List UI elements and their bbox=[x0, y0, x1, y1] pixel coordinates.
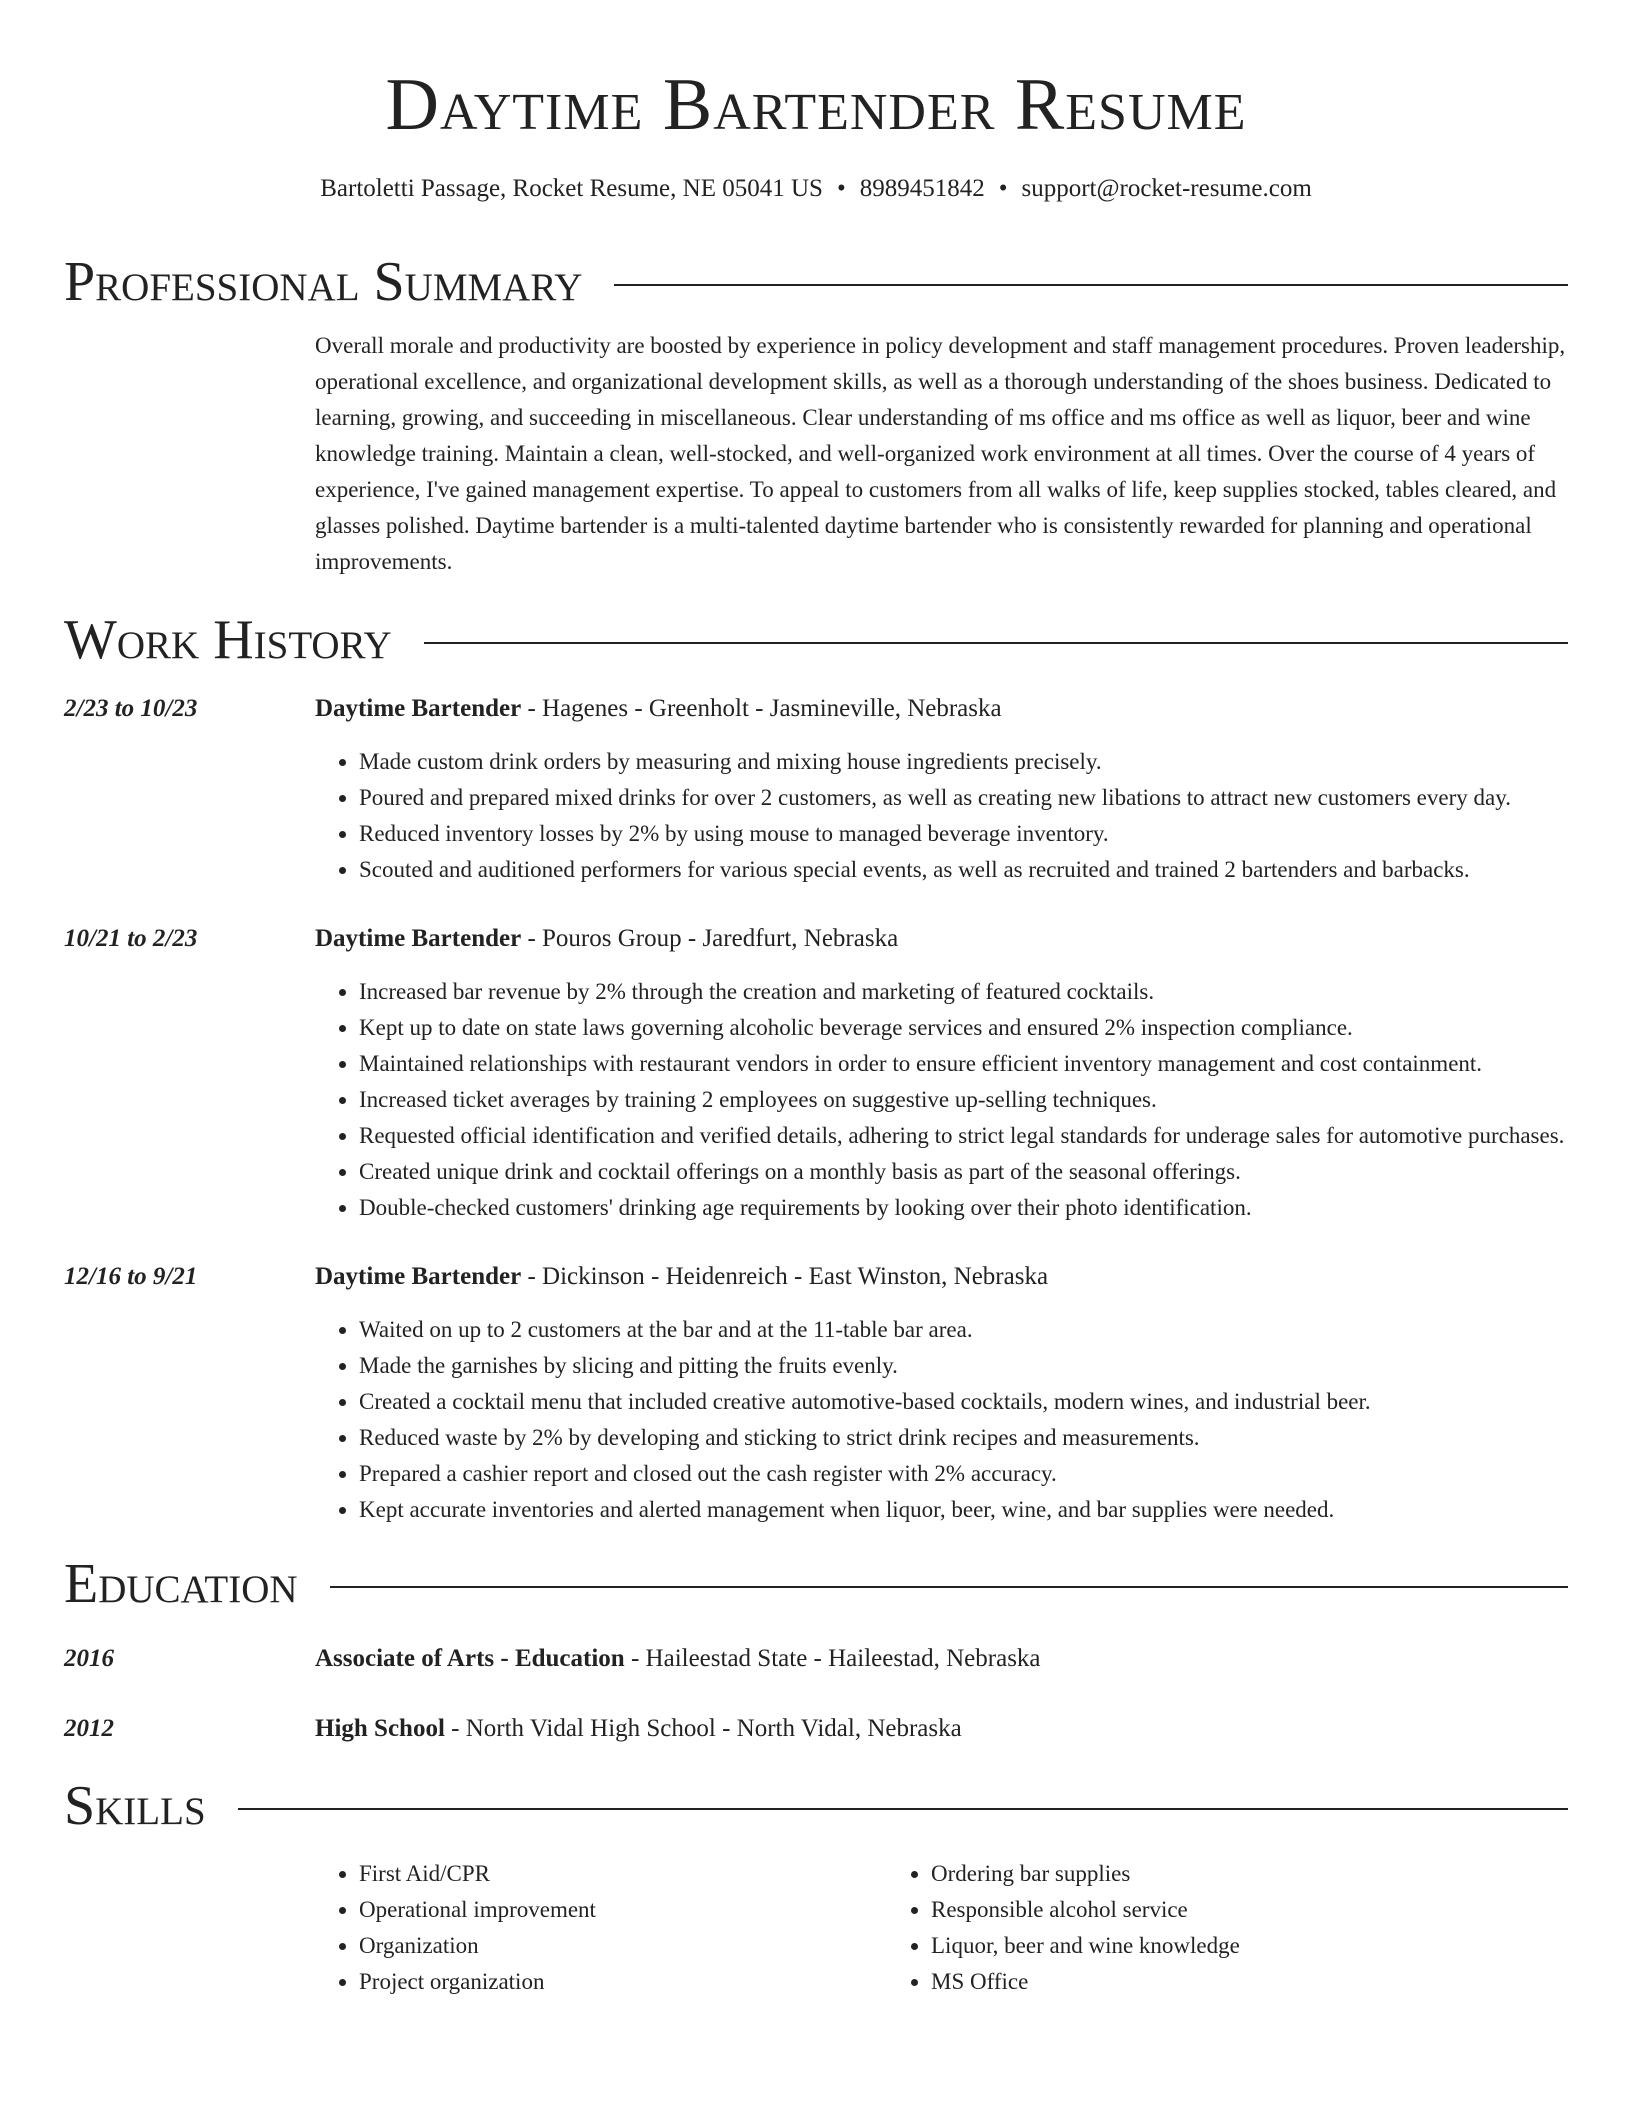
job-bullet: • Poured and prepared mixed drinks for over 2 customers, as well as creating new libations to attract new customers every day. bbox=[359, 780, 1568, 816]
education-line bbox=[315, 1712, 1568, 1746]
work-section-header bbox=[64, 608, 1568, 672]
job-bullet: • Prepared a cashier report and closed out the cash register with 2% accuracy. bbox=[359, 1456, 1568, 1492]
job-bullet: • Increased bar revenue by 2% through the creation and marketing of featured cocktails. bbox=[359, 974, 1568, 1010]
skills-list bbox=[315, 1856, 1568, 2000]
job-title-line bbox=[315, 692, 1568, 726]
job-title: Daytime Bartender bbox=[315, 695, 522, 722]
job-bullet: • Reduced inventory losses by 2% by using mouse to managed beverage inventory. bbox=[359, 816, 1568, 852]
job-bullets bbox=[315, 1312, 1568, 1528]
contact-phone: 8989451842 bbox=[859, 175, 985, 202]
job-bullet: • Kept accurate inventories and alerted management when liquor, beer, wine, and bar supplies were needed. bbox=[359, 1492, 1568, 1528]
work-section-title: Work History bbox=[64, 609, 392, 671]
contact-email: support@rocket-resume.com bbox=[1021, 175, 1312, 202]
job-entry bbox=[64, 1260, 1568, 1528]
job-entry bbox=[64, 692, 1568, 888]
job-dates: 10/21 to 2/23 bbox=[64, 925, 198, 952]
job-bullets bbox=[315, 974, 1568, 1226]
skills-column-left bbox=[315, 1856, 887, 2000]
job-bullet: • Created a cocktail menu that included creative automotive-based cocktails, modern wines, and industrial beer. bbox=[359, 1384, 1568, 1420]
skill-item: • Operational improvement bbox=[359, 1892, 887, 1928]
job-entry bbox=[64, 922, 1568, 1226]
job-title: Daytime Bartender bbox=[315, 925, 522, 952]
job-bullet: • Maintained relationships with restaurant vendors in order to ensure efficient inventory management and cost containment. bbox=[359, 1046, 1568, 1082]
education-year: 2012 bbox=[64, 1715, 114, 1742]
education-section-header bbox=[64, 1552, 1568, 1616]
contact-separator: • bbox=[836, 175, 846, 202]
section-divider bbox=[614, 284, 1568, 286]
job-bullet: • Made custom drink orders by measuring and mixing house ingredients precisely. bbox=[359, 744, 1568, 780]
skill-item: • Organization bbox=[359, 1928, 887, 1964]
education-degree: High School bbox=[315, 1715, 445, 1742]
job-bullet: • Waited on up to 2 customers at the bar and at the 11-table bar area. bbox=[359, 1312, 1568, 1348]
education-section-title: Education bbox=[64, 1553, 298, 1615]
contact-separator: • bbox=[998, 175, 1008, 202]
job-bullet: • Created unique drink and cocktail offerings on a monthly basis as part of the seasonal offerings. bbox=[359, 1154, 1568, 1190]
job-title-line bbox=[315, 1260, 1568, 1294]
job-bullet: • Reduced waste by 2% by developing and sticking to strict drink recipes and measurements. bbox=[359, 1420, 1568, 1456]
section-divider bbox=[238, 1808, 1568, 1810]
job-details: - Hagenes - Greenholt - Jasmineville, Nebraska bbox=[521, 695, 1002, 722]
skill-item: • Project organization bbox=[359, 1964, 887, 2000]
education-entry bbox=[64, 1712, 1568, 1746]
job-bullet: • Increased ticket averages by training 2 employees on suggestive up-selling techniques. bbox=[359, 1082, 1568, 1118]
section-divider bbox=[330, 1586, 1568, 1588]
skill-item: • Ordering bar supplies bbox=[931, 1856, 1459, 1892]
education-degree: Associate of Arts - Education bbox=[315, 1645, 625, 1672]
education-details: - Haileestad State - Haileestad, Nebraska bbox=[624, 1645, 1041, 1672]
skills-column-right bbox=[887, 1856, 1459, 2000]
resume-page bbox=[64, 0, 1568, 2000]
job-bullet: • Kept up to date on state laws governing alcoholic beverage services and ensured 2% inspection compliance. bbox=[359, 1010, 1568, 1046]
education-entry bbox=[64, 1642, 1568, 1676]
skill-item: • Liquor, beer and wine knowledge bbox=[931, 1928, 1459, 1964]
job-title-line bbox=[315, 922, 1568, 956]
job-bullet: • Made the garnishes by slicing and pitting the fruits evenly. bbox=[359, 1348, 1568, 1384]
skill-item: • MS Office bbox=[931, 1964, 1459, 2000]
job-dates: 2/23 to 10/23 bbox=[64, 695, 198, 722]
summary-section-title: Professional Summary bbox=[64, 251, 583, 313]
resume-name: Daytime Bartender Resume bbox=[385, 64, 1247, 146]
education-line bbox=[315, 1642, 1568, 1676]
job-details: - Pouros Group - Jaredfurt, Nebraska bbox=[521, 925, 899, 952]
summary-section-header bbox=[64, 250, 1568, 314]
job-bullet: • Scouted and auditioned performers for various special events, as well as recruited and trained 2 bartenders and barbacks. bbox=[359, 852, 1568, 888]
job-details: - Dickinson - Heidenreich - East Winston, Nebraska bbox=[521, 1263, 1049, 1290]
contact-line bbox=[64, 172, 1568, 206]
skill-item: • First Aid/CPR bbox=[359, 1856, 887, 1892]
contact-address: Bartoletti Passage, Rocket Resume, NE 05041 US bbox=[320, 175, 823, 202]
summary-text: Overall morale and productivity are boosted by experience in policy development and staff management procedures. Proven leadership, operational excellence, and organizational development skills, as well as a thorough understanding of the shoes business. Dedicated to learning, growing, and succeeding in miscellaneous. Clear understanding of ms office and ms office as well as liquor, beer and wine knowledge training. Maintain a clean, well-stocked, and well-organized work environment at all times. Over the course of 4 years of experience, I've gained management expertise. To appeal to customers from all walks of life, keep supplies stocked, tables cleared, and glasses polished. Daytime bartender is a multi-talented daytime bartender who is consistently rewarded for planning and operational improvements. bbox=[315, 333, 1566, 574]
education-year: 2016 bbox=[64, 1645, 114, 1672]
section-divider bbox=[424, 642, 1568, 644]
education-details: - North Vidal High School - North Vidal, Nebraska bbox=[444, 1715, 962, 1742]
job-bullet: • Double-checked customers' drinking age requirements by looking over their photo identification. bbox=[359, 1190, 1568, 1226]
job-title: Daytime Bartender bbox=[315, 1263, 522, 1290]
job-bullet: • Requested official identification and verified details, adhering to strict legal standards for underage sales for automotive purchases. bbox=[359, 1118, 1568, 1154]
job-bullets bbox=[315, 744, 1568, 888]
skills-section-title: Skills bbox=[64, 1775, 206, 1837]
skill-item: • Responsible alcohol service bbox=[931, 1892, 1459, 1928]
skills-section-header bbox=[64, 1774, 1568, 1838]
job-dates: 12/16 to 9/21 bbox=[64, 1263, 198, 1290]
